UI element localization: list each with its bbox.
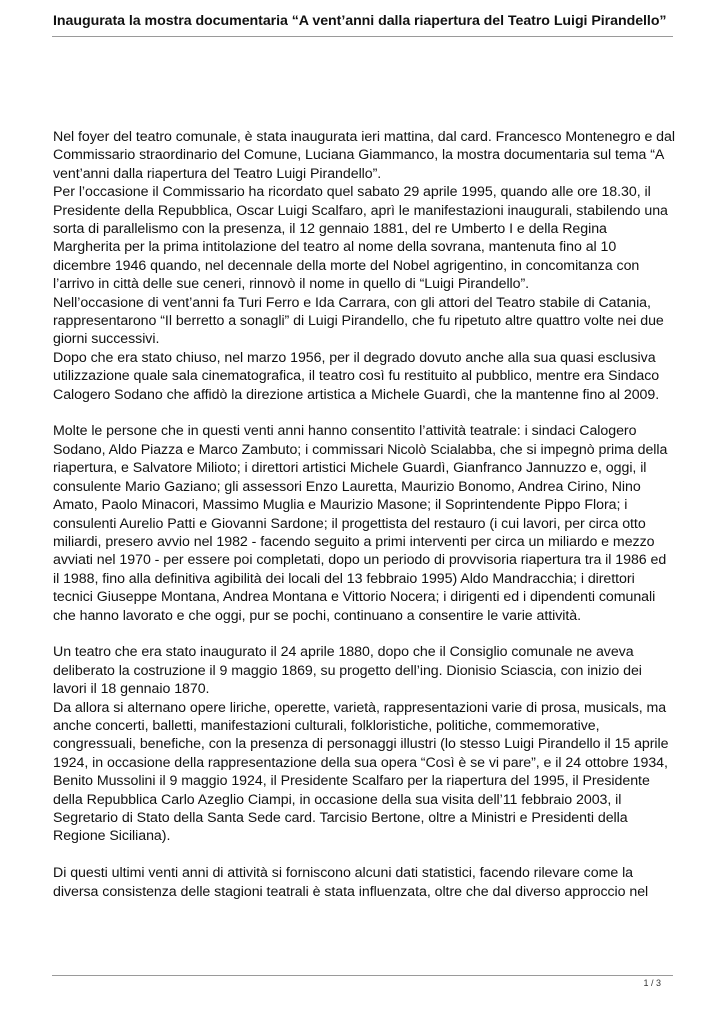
page-number: 1 / 3 [643,978,661,988]
paragraph: Per l’occasione il Commissario ha ricordato quel sabato 29 aprile 1995, quando alle ore 18.30, il Presidente della Repubblica, Oscar Luigi Scalfaro, aprì le manifestazioni inaugurali, stabilendo una sorta di parallelismo con la presenza, il 12 gennaio 1881, del re Umberto I e della Regina Margherita per la prima intitolazione del teatro al nome della sovrana, mantenuta fino al 10 dicembre 1946 quando, nel decennale della morte del Nobel agrigentino, in concomitanza con l’arrivo in città delle sue ceneri, rinnovò il nome in quello di “Luigi Pirandello”. [53,184,668,293]
paragraph: Nel foyer del teatro comunale, è stata inaugurata ieri mattina, dal card. Francesco Montenegro e dal Commissario straordinario del Comune, Luciana Giammanco, la mostra documentaria sul tema “A vent’anni dalla riapertura del Teatro Luigi Pirandello”. [53,129,675,182]
footer-divider [52,975,673,976]
document-title: Inaugurata la mostra documentaria “A vent’anni dalla riapertura del Teatro Luigi Pirandello” [53,13,667,29]
paragraph-spacer [53,846,675,864]
paragraph: Molte le persone che in questi venti anni hanno consentito l’attività teatrale: i sindaci Calogero Sodano, Aldo Piazza e Marco Zambuto; i commissari Nicolò Scialabba, che si impegnò prima della riapertura, e Salvatore Milioto; i direttori artistici Michele Guardì, Gianfranco Jannuzzo e, oggi, il consulente Mario Gaziano; gli assessori Enzo Lauretta, Maurizio Bonomo, Andrea Cirino, Nino Amato, Paolo Minacori, Massimo Muglia e Maurizio Masone; il Soprintendente Pippo Flora; i consulenti Aurelio Patti e Giovanni Sardone; il progettista del restauro (i cui lavori, per circa otto miliardi, presero avvio nel 1982 - facendo seguito a primi interventi per circa un miliardo e mezzo avviati nel 1970 - per essere poi completati, dopo un periodo di provvisoria riapertura tra il 1986 ed il 1988, fino alla definitiva agibilità dei locali del 13 febbraio 1995) Aldo Mandracchia; i direttori tecnici Giuseppe Montana, Andrea Montana e Vittorio Nocera; i dirigenti ed i dipendenti comunali che hanno lavorato e che oggi, pur se pochi, continuano a consentire le varie attività. [53,423,668,624]
paragraph-spacer [53,625,675,643]
paragraph: Da allora si alternano opere liriche, operette, varietà, rappresentazioni varie di prosa, musicals, ma anche concerti, balletti, manifestazioni culturali, folkloristiche, politiche, commemorative, congressuali, benefiche, con la presenza di personaggi illustri (lo stesso Luigi Pirandello il 15 aprile 1924, in occasione della rappresentazione della sua opera “Così è se vi pare”, e il 24 ottobre 1934, Benito Mussolini il 9 maggio 1924, il Presidente Scalfaro per la riapertura del 1995, il Presidente della Repubblica Carlo Azeglio Ciampi, in occasione della sua visita dell’11 febbraio 2003, il Segretario di Stato della Santa Sede card. Tarcisio Bertone, oltre a Ministri e Presidenti della Regione Siciliana). [53,699,669,845]
header-divider [52,36,673,37]
paragraph-spacer [53,404,675,422]
paragraph: Di questi ultimi venti anni di attività si forniscono alcuni dati statistici, facendo rilevare come la diversa consistenza delle stagioni teatrali è stata influenzata, oltre che dal diverso approccio nel [53,865,649,900]
article-body [53,128,675,901]
paragraph: Dopo che era stato chiuso, nel marzo 1956, per il degrado dovuto anche alla sua quasi esclusiva utilizzazione quale sala cinematografica, il teatro così fu restituito al pubblico, mentre era Sindaco Calogero Sodano che affidò la direzione artistica a Michele Guardì, che la mantenne fino al 2009. [53,349,660,403]
paragraph: Nell’occasione di vent’anni fa Turi Ferro e Ida Carrara, con gli attori del Teatro stabile di Catania, rappresentarono “Il berretto a sonagli” di Luigi Pirandello, che fu ripetuto altre quattro volte nei due giorni successivi. [53,294,664,348]
paragraph: Un teatro che era stato inaugurato il 24 aprile 1880, dopo che il Consiglio comunale ne aveva deliberato la costruzione il 9 maggio 1869, su progetto dell’ing. Dionisio Sciascia, con inizio dei lavori il 18 gennaio 1870. [53,644,642,698]
